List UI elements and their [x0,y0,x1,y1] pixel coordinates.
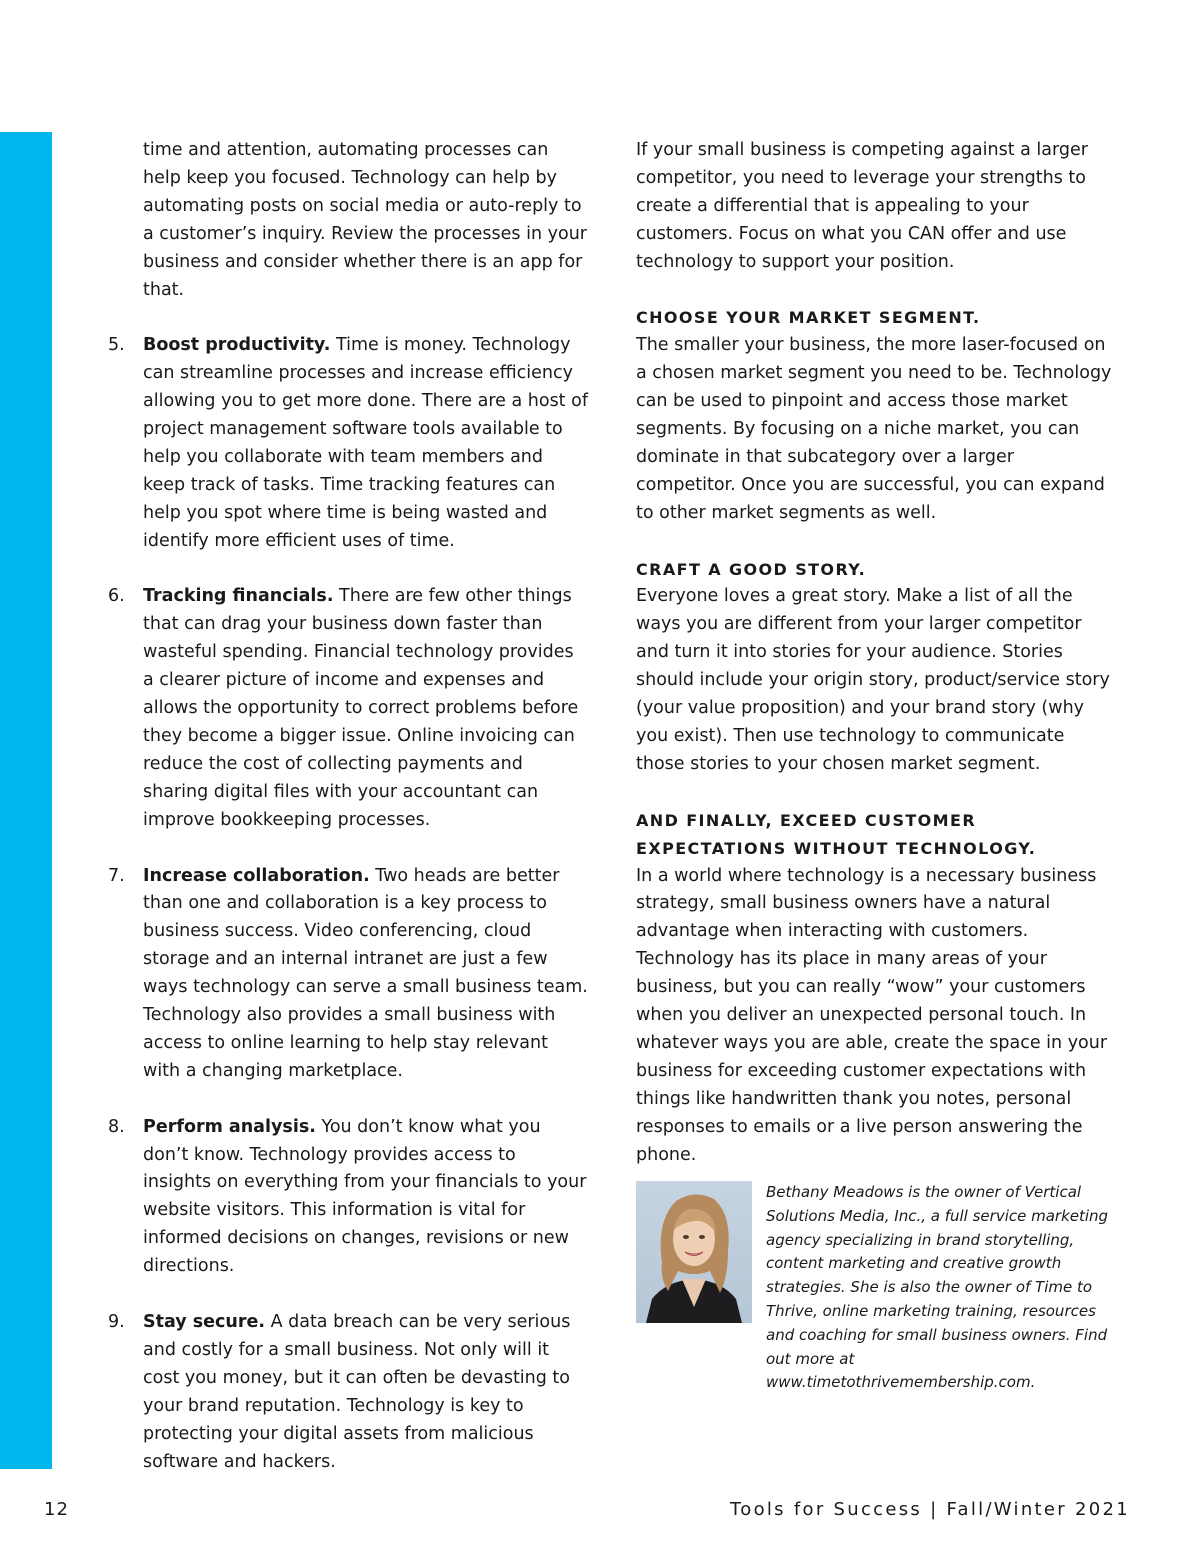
list-item-9 [108,1309,588,1476]
list-lead: Perform analysis. [143,1116,316,1137]
section-heading: CRAFT A GOOD STORY. [636,559,867,579]
section-heading: AND FINALLY, EXCEED CUSTOMER EXPECTATIONS WITHOUT TECHNOLOGY. [636,810,1037,858]
list-text: You don’t know what you don’t know. Technology provides access to insights on everything from your financials to your website visitors. This information is vital for informed decisions on changes, revisions or new directions. [143,1116,587,1277]
list-text: A data breach can be very serious and costly for a small business. Not only will it cost you money, but it can often be devasting to your brand reputation. Technology is key to protecting your digital assets from malicious software and hackers. [143,1311,571,1472]
list-item-8 [108,1114,588,1281]
author-portrait-illustration [636,1181,752,1323]
section-heading: CHOOSE YOUR MARKET SEGMENT. [636,308,981,328]
left-column [108,137,588,1504]
page-number: 12 [44,1499,69,1520]
list-item-7 [108,863,588,1086]
section-paragraph: Everyone loves a great story. Make a list of all the ways you are different from your larger competitor and turn it into stories for your audience. Stories should include your origin story, product/service story (your value proposition) and your brand story (why you exist). Then use technology to communicate those stories to your chosen market segment. [636,586,1110,774]
list-number: 7. [108,865,125,886]
list-lead: Tracking financials. [143,586,334,607]
section-paragraph: In a world where technology is a necessary business strategy, small business owners have a natural advantage when interacting with customers. Technology has its place in many areas of your business, but you can really “wow” your customers when you deliver an unexpected personal touch. In whatever ways you are able, create the space in your business for exceeding customer expectations with things like handwritten thank you notes, personal responses to emails or a live person answering the phone. [636,865,1108,1165]
list-number: 6. [108,586,125,607]
author-photo [636,1181,752,1323]
section-market-segment [636,304,1116,527]
publication-title: Tools for Success | Fall/Winter 2021 [730,1499,1130,1520]
list-number: 9. [108,1311,125,1332]
list-number: 5. [108,335,125,356]
list-item-5 [108,332,588,555]
section-exceed-expectations [636,807,1116,1170]
list-lead: Boost productivity. [143,335,331,356]
accent-side-bar [0,132,52,1469]
list-lead: Increase collaboration. [143,865,370,886]
list-text: Time is money. Technology can streamline processes and increase efficiency allowing you to get more done. There are a host of project management software tools available to help you collaborate with team members and keep track of tasks. Time tracking features can help you spot where time is being wasted and identify more efficient uses of time. [143,335,588,551]
list-text: There are few other things that can drag your business down faster than wasteful spending. Financial technology provides a clearer picture of income and expenses and allows the opportunity to correct problems before they become a bigger issue. Online invoicing can reduce the cost of collecting payments and sharing digital files with your accountant can improve bookkeeping processes. [143,586,579,830]
section-paragraph: The smaller your business, the more laser-focused on a chosen market segment you need to be. Technology can be used to pinpoint and access those market segments. By focusing on a niche market, you can dominate in that subcategory over a larger competitor. Once you are successful, you can expand to other market segments as well. [636,335,1112,523]
left-intro-paragraph: time and attention, automating processes can help keep you focused. Technology can help by automating posts on social media or auto-reply to a customer’s inquiry. Review the processes in your business and consider whether there is an app for that. [143,140,587,300]
author-bio [636,1181,1116,1392]
list-number: 8. [108,1116,125,1137]
list-item-6 [108,583,588,834]
list-lead: Stay secure. [143,1311,266,1332]
list-text: Two heads are better than one and collaboration is a key process to business success. Video conferencing, cloud storage and an internal intranet are just a few ways technology can serve a small business team. Technology also provides a small business with access to online learning to help stay relevant with a changing marketplace. [143,865,588,1081]
right-intro-paragraph: If your small business is competing against a larger competitor, you need to leverage your strengths to create a differential that is appealing to your customers. Focus on what you CAN offer and use technology to support your position. [636,140,1088,272]
section-good-story [636,556,1116,779]
author-bio-text: Bethany Meadows is the owner of Vertical Solutions Media, Inc., a full service marketing agency specializing in brand storytelling, content marketing and creative growth strategies. She is also the owner of Time to Thrive, online marketing training, resources and coaching for small business owners. Find out more at www.timetothrivemembership.com. [766,1183,1109,1392]
right-column [636,137,1116,1197]
